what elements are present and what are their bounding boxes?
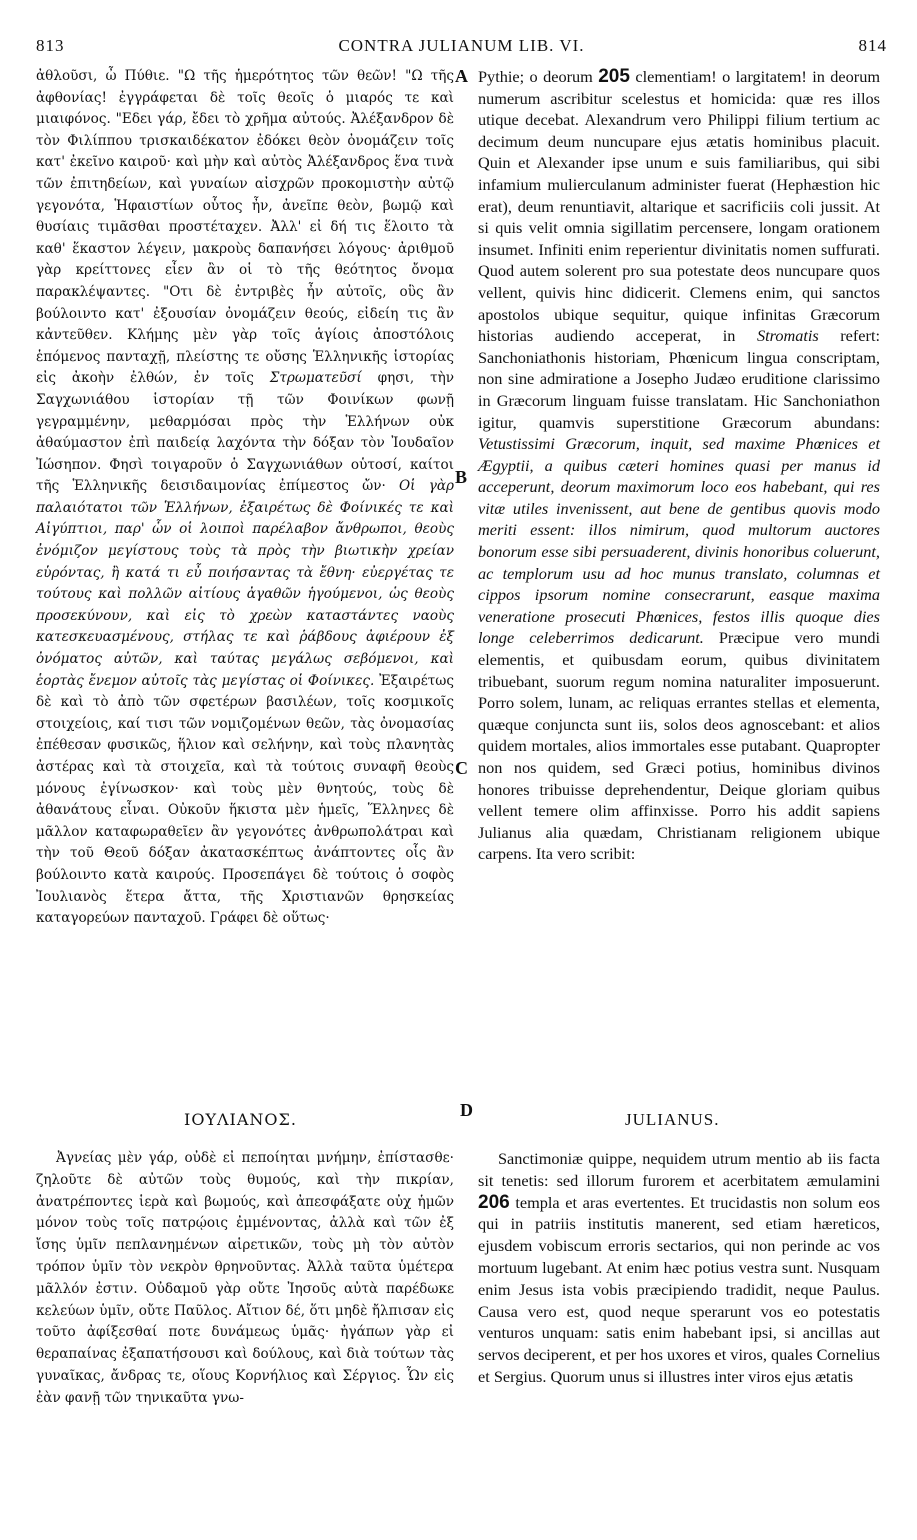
greek-text-3: Ἐξαιρέτως δὲ καὶ τὸ ἀπὸ τῶν σφετέρων βασιλέων, τοῖς κοσμικοῖς στοιχείοις, καί τισι τῶν νομιζομένων θεῶν, τὰς ὀνομασίας ἐπέθεσαν φυσικῶς, ἥλιον καὶ σελήνην, καὶ τοὺς πλανητὰς ἀστέρας καὶ τὰ στοιχεῖα, καὶ τὰ τούτοις συναφῆ θεοὺς μόνους ἐγίνωσκον· καὶ τοὺς μὲν θνητούς, τοὺς δὲ ἀθανάτους εἶναι. Οὐκοῦν ἥκιστα μὲν ἡμεῖς, Ἕλληνες δὲ μᾶλλον καταφωραθεῖεν ἂν γεγονότες ἀνθρωπολάτραι καὶ τὴν τοῦ Θεοῦ δόξαν ἀκατασκέπτως ἀνάπτοντες οἷς ἂν βούλοιντο κατὰ καιρούς. Προσεπάγει δὲ τούτοις ὁ σοφὸς Ἰουλιανὸς ἕτερα ἄττα, τῆς Χριστιανῶν θρησκείας καταγορεύων πανταχοῦ. Γράφει δὲ οὕτως· (36, 672, 454, 927)
section-marker-b: B (455, 467, 468, 487)
latin-julian-text-2: templa et aras evertentes. Et trucidastis non solum eos qui in patriis institutis manerent, sed etiam hæreticos, ejusdem vobiscum erroris sectarios, qui non perinde ac vos mortuum lugebant. At enim hæc potius vestra sunt. Nusquam enim Jesus ista vobis præcipiendo tradidit, neque Paulus. Causa vero est, quod neque sperarunt vos eo potestatis venturos unquam: satis enim habebant ipsi, si ancillas aut servos deciperent, et per hos uxores et viros, quales Cornelius et Sergius. Quorum unus si illustres inter viros ejus ætatis (478, 1192, 880, 1386)
latin-section-heading: JULIANUS. (625, 1110, 720, 1129)
latin-text-3: refert: Sanchoniathonis historiam, Phœnicum lingua conscriptam, non sine admiratione a Josepho Judæo eruditione clarissimo in Græcorum linguam fuisse translatam. Hic Sanchoniathon igitur, quamvis superstitione Græcorum abundans: (478, 326, 881, 432)
greek-paragraph (36, 66, 454, 930)
latin-column-top (478, 66, 880, 865)
greek-text-2: φησι, τὴν Σαγχωνιάθου ἱστορίαν τῇ τῶν Φοινίκων φωνῇ γεγραμμένην, μεθαρμόσαι πρὸς τὴν Ἑλλήνων οὐκ ἀθαύμαστον ἐπὶ παιδείᾳ λαχόντα τὴν δόξαν τὸν Ἰουδαῖον Ἰώσηπον. Φησὶ τοιγαροῦν ὁ Σαγχωνιάθων οὑτοσί, καίτοι τῆς Ἑλληνικῆς δεισιδαιμονίας ἐπίμεστος ὤν· (36, 370, 454, 495)
latin-column-bottom (478, 1148, 880, 1388)
latin-text-1: Pythie; o deorum (478, 67, 599, 86)
latin-quotation: Vetustissimi Græcorum, inquit, sed maxime Phœnices et Ægyptii, a quibus cæteri homines quasi per manus id acceperunt, deorum maximorum loco eos habebant, qui res vitæ utiles invenissent, aut bene de gentibus quovis modo meriti essent: illos nimirum, quod multorum auctores bonorum esse sibi persuaderent, divinis honoribus coluerunt, ac templorum usu ad hoc munus translato, columnas et cippos ipsorum nomine consecrarunt, easque maxima veneratione prosecuti Phœnices, festos illis quoque dies longe celeberrimos dedicarunt. (478, 434, 880, 648)
margin-number-206: 206 (478, 1191, 510, 1213)
greek-text-1: ἀθλοῦσι, ὦ Πύθιε. "Ω τῆς ἡμερότητος τῶν θεῶν! "Ω τῆς ἀφθονίας! ἐγγράφεται δὲ τοῖς θεοῖς ὁ μιαρός τε καὶ μιαιφόνος. "Εδει γάρ, ἔδει τὸ χρῆμα αὐτούς. Ἀλέξανδρον δὲ τὸν Φιλίππου τρισκαιδέκατον ἐδόκει θεὸν ὀνομάζειν τοῖς κατ' ἐκεῖνο καιροῦ· καὶ μὴν καὶ αὐτὸς Ἀλέξανδρος ἕνα τινὰ τῶν ἐπιτηδείων, καὶ γυναίων αἰσχρῶν προκομιστὴν αὐτῷ γεγονότα, Ἡφαιστίων οὗτος ἦν, ἀνεῖπε θεὸν, βωμῷ καὶ θυσίαις τιμᾶσθαι προστέταχεν. Ἀλλ' εἰ δή τις ἕλοιτο τὰ καθ' ἕκαστον λέγειν, μακροὺς δαπανήσει λόγους· ἀριθμοῦ γὰρ κρείττονες εἶεν ἂν οἱ τὸ τῆς θεότητος ὄνομα παρακλέψαντες. "Οτι δὲ ἐντριβὲς ἦν αὐτοῖς, οὓς ἂν βούλοιντο κατ' ἐξουσίαν ὀνομάζειν θεούς, εἰδείη τις ἂν κἀντεῦθεν. Κλήμης μὲν γὰρ τοῖς ἁγίοις ἀποστόλοις ἑπόμενος πανταχῇ, πλείστης τε οὔσης Ἑλληνικῆς ἱστορίας εἰς ἀκοὴν ἐλθών, ἐν τοῖς (36, 68, 454, 387)
margin-number-205: 205 (598, 66, 630, 87)
section-marker-d: D (460, 1100, 473, 1120)
greek-column-bottom (36, 1148, 454, 1410)
right-page-number: 814 (858, 36, 887, 55)
section-marker-a: A (455, 66, 468, 86)
latin-stromata: Stromatis (756, 326, 819, 346)
left-page-number: 813 (36, 36, 65, 55)
greek-stromateis: Στρωματεῦσί (269, 370, 362, 387)
latin-text-4: Præcipue vero mundi elementis, et quibusdam eorum, quibus divinitatem tribuebant, suorum regum nomina naturaliter imposuerunt. Porro solem, lunam, ac reliquas errantes stellas et elementa, quæque conjuncta sunt iis, solos deos agnoscebant: et alios quidem mortales, alios immortales esse putabant. Quapropter non nos quidem, sed Græci potius, hominibus divinos honores tribuisse deprehendentur, Deique gloriam quibus vellent temere olim affinxisse. Porro his addit sapiens Julianus alia quædam, Christianam religionem ubique carpens. Ita vero scribit: (478, 628, 881, 864)
latin-julian-paragraph (478, 1148, 880, 1388)
section-marker-c: C (455, 758, 468, 778)
latin-text-2: clementiam! o largitatem! in deorum numerum ascribitur scelestus et homicida: quæ res illos utique decebat. Alexandrum vero Philippi filium tertium ac decimum deum nuncupare ejus ætatis hominibus placuit. Quin et Alexander ipse unum e suis familiaribus, qui sibi infamium mulierculanum administer fuerat (Hephæstion hic erat), deum renuntiavit, altarique et sacrificiis coli jussit. At si quis velit omnia sigillatim percensere, longam orationem insumet. Infiniti enim reperientur divinitatis nomen suffurati. Quod autem solerent pro sua potestate deos nuncupare quos vellent, quivis hinc didicerit. Clemens enim, qui sanctos apostolos ubique sequitur, quique infinitas Græcorum historias audiendo acceperat, in (478, 67, 881, 346)
running-head (36, 36, 887, 58)
greek-quotation: Οἱ γὰρ παλαιότατοι τῶν Ἑλλήνων, ἐξαιρέτως δὲ Φοίνικές τε καὶ Αἰγύπτιοι, παρ' ὧν οἱ λοιποὶ παρέλαβον ἄνθρωποι, θεοὺς ἐνόμιζον μεγίστους τοὺς τὰ πρὸς τὴν βιωτικὴν χρείαν εὑρόντας, ἢ κατά τι εὖ ποιήσαντας τὰ ἔθνη· εὐεργέτας τε τούτους καὶ πολλῶν αἰτίους ἀγαθῶν ἡγούμενοι, ὡς θεοὺς προσεκύνουν, καὶ εἰς τὸ χρεὼν καταστάντες ναοὺς κατεσκευασμένους, στήλας τε καὶ ῥάβδους ἀφιέρουν ἐξ ὀνόματος αὐτῶν, καὶ ταύτας μεγάλως σεβόμενοι, καὶ ἑορτὰς ἔνεμον αὐτοῖς τὰς μεγίστας οἱ Φοίνικες. (36, 478, 454, 689)
latin-paragraph (478, 66, 880, 865)
greek-column-top (36, 66, 454, 930)
running-title: CONTRA JULIANUM LIB. VI. (338, 36, 585, 55)
greek-julian-text: Ἀγνείας μὲν γάρ, οὐδὲ εἰ πεποίηται μνήμην, ἐπίστασθε· ζηλοῦτε δὲ αὐτῶν τοὺς θυμούς, καὶ τὴν πικρίαν, ἀνατρέποντες ἱερὰ καὶ βωμούς, καὶ ἀπεσφάξατε οὐχ ἡμῶν μόνον τοὺς τοῖς πατρῴοις ἐμμένοντας, ἀλλὰ καὶ τῶν ἐξ ἴσης ὑμῖν πεπλανημένων αἱρετικῶν, τοὺς μὴ τὸν αὐτὸν τρόπον ὑμῖν τὸν νεκρὸν θρηνοῦντας. Ἀλλὰ ταῦτα ὑμέτερα μᾶλλόν ἐστιν. Οὐδαμοῦ γὰρ οὔτε Ἰησοῦς αὐτὰ παρέδωκε κελεύων ὑμῖν, οὔτε Παῦλος. Αἴτιον δέ, ὅτι μηδὲ ἤλπισαν εἰς τοῦτο ἀφίξεσθαί ποτε δυνάμεως ὑμᾶς· ἠγάπων γὰρ εἰ θεραπαίνας ἐξαπατήσουσι καὶ δούλους, καὶ διὰ τούτων τὰς γυναῖκας, ἄνδρας τε, οἵους Κορνήλιος καὶ Σέργιος. Ὧν εἰς ἐὰν φανῇ τῶν τηνικαῦτα γνω- (36, 1150, 454, 1406)
latin-julian-text-1: Sanctimoniæ quippe, nequidem utrum mentio ab iis facta sit tenetis: sed illorum furorem et acerbitatem æmulamini (478, 1149, 880, 1190)
greek-section-heading: ΙΟΥΛΙΑΝΟΣ. (184, 1110, 297, 1129)
